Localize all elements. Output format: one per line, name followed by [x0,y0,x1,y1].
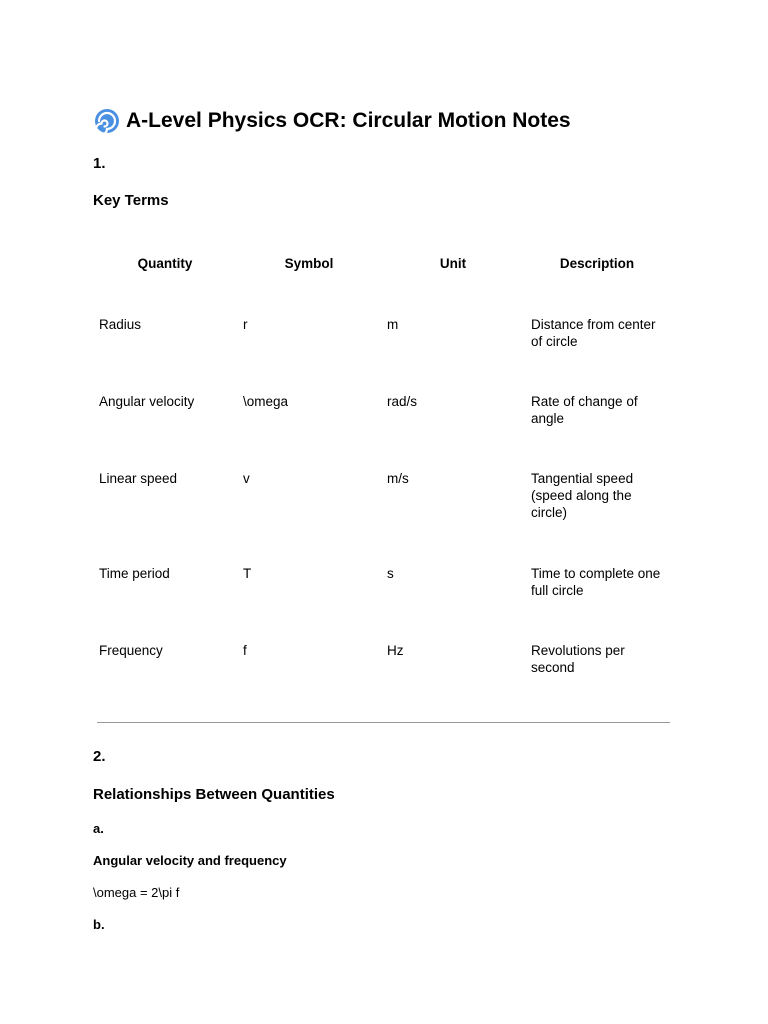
cell-unit: Hz [387,643,404,658]
cell-quantity: Angular velocity [99,394,195,409]
cell-symbol: f [243,643,247,658]
header-quantity: Quantity [137,256,193,271]
section-1-heading: Key Terms [93,192,169,209]
document-title-text: A-Level Physics OCR: Circular Motion Notes [126,109,571,132]
cyclone-icon [93,107,121,135]
cell-quantity: Frequency [99,643,163,658]
cell-unit: s [387,566,394,581]
cell-description: Tangential speed (speed along the circle) [531,471,634,520]
section-divider [97,722,670,723]
cell-symbol: r [243,317,248,332]
cell-description: Distance from center of circle [531,317,656,349]
section-1-number: 1. [93,155,106,172]
document-title [93,107,571,135]
cell-quantity: Radius [99,317,142,332]
header-description: Description [559,256,635,271]
cell-description: Rate of change of angle [531,394,638,426]
cell-unit: m/s [387,471,409,486]
cell-unit: m [387,317,399,332]
cell-symbol: \omega [243,394,289,409]
cell-description: Time to complete one full circle [531,566,661,598]
table-header-row [93,236,669,291]
section-2-heading: Relationships Between Quantities [93,786,335,803]
cell-quantity: Time period [99,566,170,581]
cell-quantity: Linear speed [99,471,178,486]
table-row [93,445,669,540]
table-row [93,540,669,617]
cell-symbol: v [243,471,250,486]
table-row [93,291,669,368]
header-unit: Unit [439,256,467,271]
key-terms-table [93,236,669,694]
subsection-b-number: b. [93,917,105,932]
formula-angular-velocity: \omega = 2\pi f [93,885,180,900]
cell-symbol: T [243,566,252,581]
table-row [93,368,669,445]
header-symbol: Symbol [284,256,334,271]
subsection-a-number: a. [93,821,104,836]
section-2-number: 2. [93,748,106,765]
cell-unit: rad/s [387,394,418,409]
table-row [93,617,669,694]
subsection-a-heading: Angular velocity and frequency [93,853,287,868]
cell-description: Revolutions per second [531,643,625,675]
